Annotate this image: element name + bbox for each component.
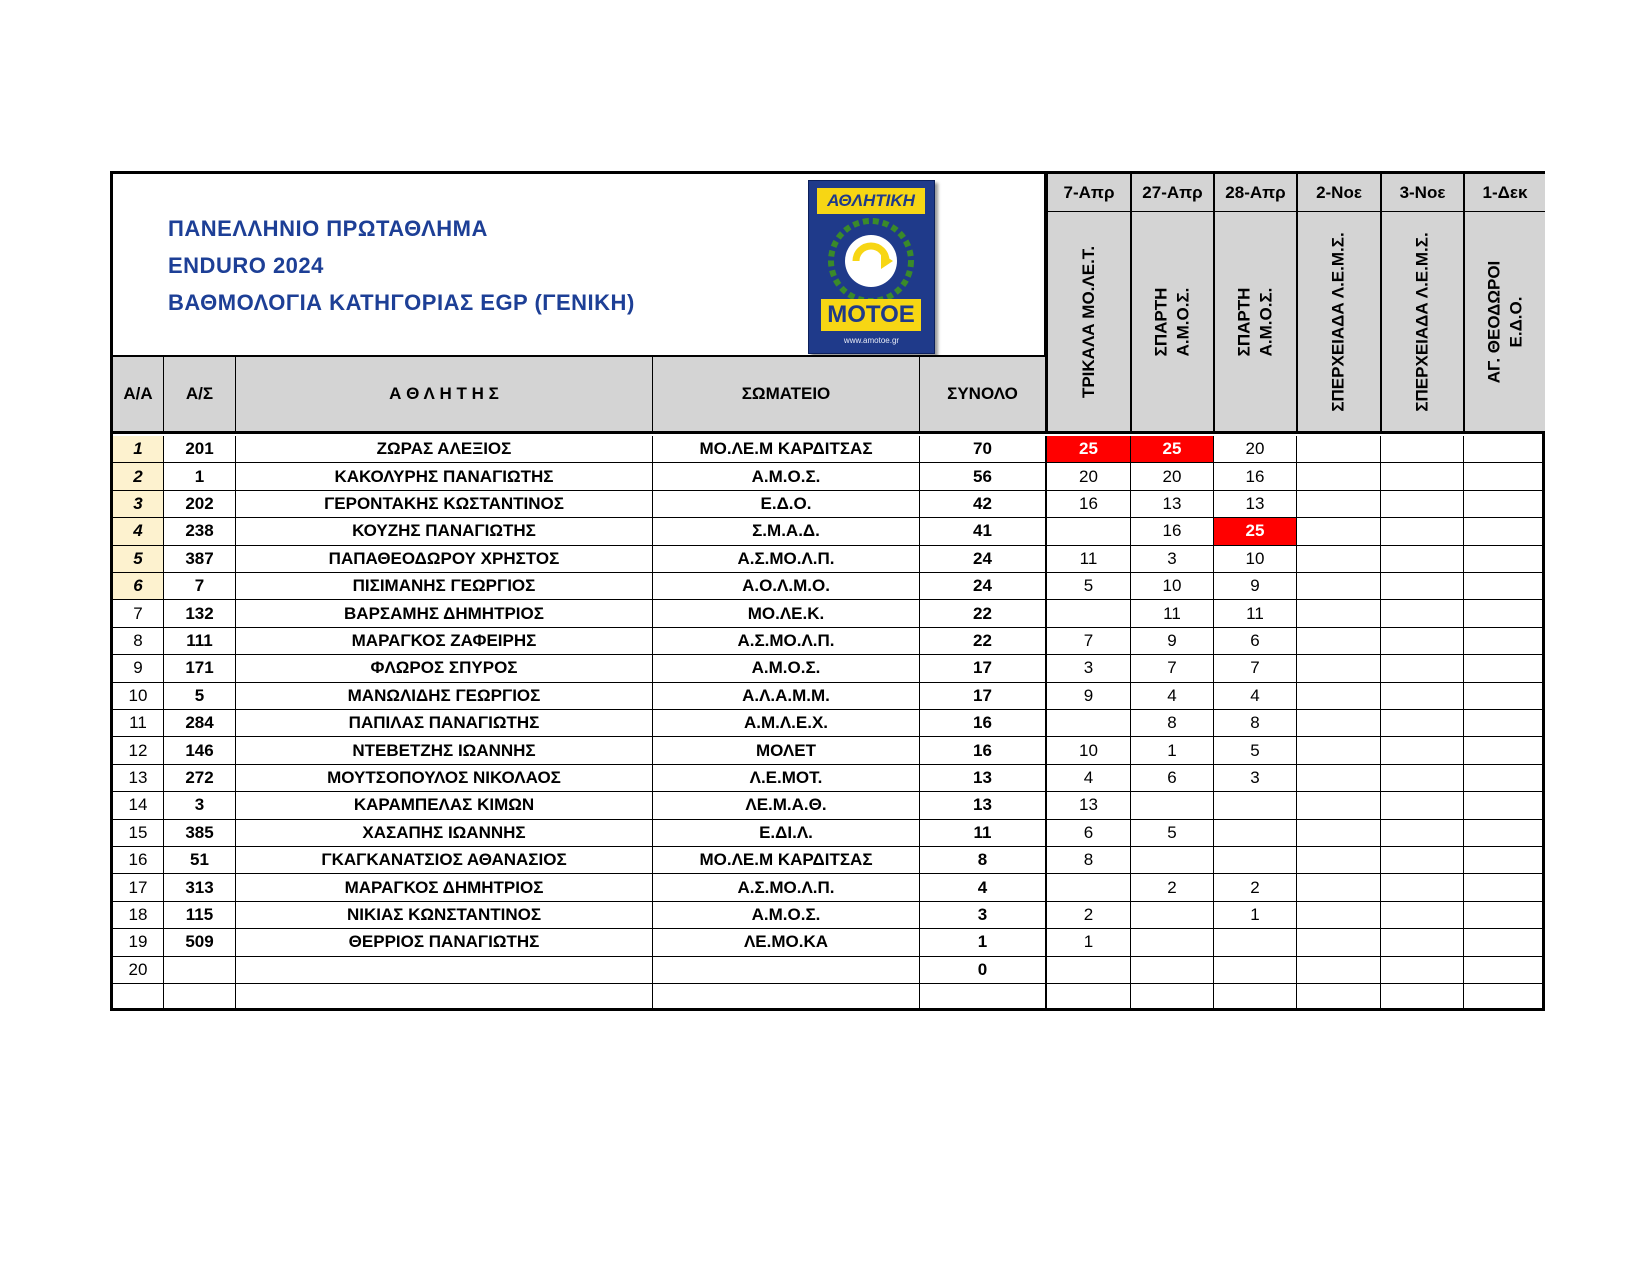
- row-2-round-3: 16: [1213, 463, 1296, 490]
- row-7-aa: 7: [113, 600, 164, 627]
- row-11-round-4: [1296, 710, 1380, 737]
- row-2-aa: 2: [113, 463, 164, 490]
- row-9-athlete: ΦΛΩΡΟΣ ΣΠΥΡΟΣ: [236, 655, 653, 682]
- row-4-as: 238: [164, 518, 236, 545]
- row-1-as: 201: [164, 436, 236, 463]
- row-16-club: ΜΟ.ΛΕ.Μ ΚΑΡΔΙΤΣΑΣ: [653, 847, 920, 874]
- row-3-round-6: [1463, 491, 1545, 518]
- row-4-round-5: [1380, 518, 1463, 545]
- row-21-round-4: [1296, 984, 1380, 1011]
- row-12-round-2: 1: [1130, 737, 1213, 764]
- row-1-round-5: [1380, 436, 1463, 463]
- row-1-round-3: 20: [1213, 436, 1296, 463]
- round-venue-cell-4: [1296, 212, 1380, 434]
- row-18-total: 3: [920, 902, 1046, 929]
- round-venue-6: ΑΓ. ΘΕΟΔΩΡΟΙ Ε.Δ.Ο.: [1484, 260, 1526, 383]
- row-13-as: 272: [164, 765, 236, 792]
- round-venue-4: ΣΠΕΡΧΕΙΑΔΑ Λ.Ε.Μ.Σ.: [1329, 231, 1349, 412]
- row-6-round-5: [1380, 573, 1463, 600]
- row-3-athlete: ΓΕΡΟΝΤΑΚΗΣ ΚΩΣΤΑΝΤΙΝΟΣ: [236, 491, 653, 518]
- row-12-round-1: 10: [1046, 737, 1130, 764]
- row-10-round-3: 4: [1213, 683, 1296, 710]
- row-1-club: ΜΟ.ΛΕ.Μ ΚΑΡΔΙΤΣΑΣ: [653, 436, 920, 463]
- row-2-round-6: [1463, 463, 1545, 490]
- row-14-round-6: [1463, 792, 1545, 819]
- title-box: [113, 174, 1046, 357]
- row-18-round-2: [1130, 902, 1213, 929]
- row-9-round-4: [1296, 655, 1380, 682]
- title-line-1: ΠΑΝΕΛΛΗΝΙΟ ΠΡΩΤΑΘΛΗΜΑ: [168, 216, 488, 241]
- row-8-total: 22: [920, 628, 1046, 655]
- header-club: ΣΩΜΑΤΕΙΟ: [653, 357, 920, 434]
- row-8-round-3: 6: [1213, 628, 1296, 655]
- row-7-as: 132: [164, 600, 236, 627]
- row-17-total: 4: [920, 874, 1046, 901]
- row-16-aa: 16: [113, 847, 164, 874]
- row-6-club: Α.Ο.Λ.Μ.Ο.: [653, 573, 920, 600]
- row-13-club: Λ.Ε.ΜΟΤ.: [653, 765, 920, 792]
- round-date-2: 27-Απρ: [1130, 174, 1213, 212]
- row-14-aa: 14: [113, 792, 164, 819]
- row-2-round-4: [1296, 463, 1380, 490]
- row-6-round-3: 9: [1213, 573, 1296, 600]
- row-4-total: 41: [920, 518, 1046, 545]
- row-6-round-1: 5: [1046, 573, 1130, 600]
- header-as: Α/Σ: [164, 357, 236, 434]
- row-20-round-4: [1296, 957, 1380, 984]
- row-16-athlete: ΓΚΑΓΚΑΝΑΤΣΙΟΣ ΑΘΑΝΑΣΙΟΣ: [236, 847, 653, 874]
- row-17-round-2: 2: [1130, 874, 1213, 901]
- row-11-club: Α.Μ.Λ.Ε.Χ.: [653, 710, 920, 737]
- row-19-round-3: [1213, 929, 1296, 956]
- row-16-round-4: [1296, 847, 1380, 874]
- row-16-total: 8: [920, 847, 1046, 874]
- row-11-round-2: 8: [1130, 710, 1213, 737]
- row-2-round-5: [1380, 463, 1463, 490]
- row-3-round-4: [1296, 491, 1380, 518]
- row-19-round-4: [1296, 929, 1380, 956]
- row-8-round-4: [1296, 628, 1380, 655]
- row-21-as: [164, 984, 236, 1011]
- row-15-round-3: [1213, 820, 1296, 847]
- row-16-as: 51: [164, 847, 236, 874]
- row-21-aa: [113, 984, 164, 1011]
- row-21-round-5: [1380, 984, 1463, 1011]
- row-9-as: 171: [164, 655, 236, 682]
- row-1-athlete: ΖΩΡΑΣ ΑΛΕΞΙΟΣ: [236, 436, 653, 463]
- row-18-round-6: [1463, 902, 1545, 929]
- row-16-round-3: [1213, 847, 1296, 874]
- row-1-round-4: [1296, 436, 1380, 463]
- row-17-round-6: [1463, 874, 1545, 901]
- row-19-as: 509: [164, 929, 236, 956]
- row-7-round-5: [1380, 600, 1463, 627]
- round-date-5: 3-Νοε: [1380, 174, 1463, 212]
- row-14-as: 3: [164, 792, 236, 819]
- row-18-round-1: 2: [1046, 902, 1130, 929]
- row-16-round-5: [1380, 847, 1463, 874]
- row-3-round-1: 16: [1046, 491, 1130, 518]
- row-19-total: 1: [920, 929, 1046, 956]
- row-1-round-2: 25: [1130, 436, 1213, 463]
- row-4-club: Σ.Μ.Α.Δ.: [653, 518, 920, 545]
- row-6-aa: 6: [113, 573, 164, 600]
- row-15-athlete: ΧΑΣΑΠΗΣ ΙΩΑΝΝΗΣ: [236, 820, 653, 847]
- row-9-round-2: 7: [1130, 655, 1213, 682]
- row-20-athlete: [236, 957, 653, 984]
- row-7-club: ΜΟ.ΛΕ.Κ.: [653, 600, 920, 627]
- row-21-round-3: [1213, 984, 1296, 1011]
- row-8-round-6: [1463, 628, 1545, 655]
- round-venue-cell-5: [1380, 212, 1463, 434]
- row-21-round-2: [1130, 984, 1213, 1011]
- row-7-athlete: ΒΑΡΣΑΜΗΣ ΔΗΜΗΤΡΙΟΣ: [236, 600, 653, 627]
- row-18-round-4: [1296, 902, 1380, 929]
- row-7-round-1: [1046, 600, 1130, 627]
- row-5-round-5: [1380, 546, 1463, 573]
- row-20-total: 0: [920, 957, 1046, 984]
- row-10-round-1: 9: [1046, 683, 1130, 710]
- row-6-round-6: [1463, 573, 1545, 600]
- row-9-club: Α.Μ.Ο.Σ.: [653, 655, 920, 682]
- row-15-club: Ε.ΔΙ.Λ.: [653, 820, 920, 847]
- row-14-athlete: ΚΑΡΑΜΠΕΛΑΣ ΚΙΜΩΝ: [236, 792, 653, 819]
- row-11-round-5: [1380, 710, 1463, 737]
- row-5-round-6: [1463, 546, 1545, 573]
- row-20-round-2: [1130, 957, 1213, 984]
- row-5-as: 387: [164, 546, 236, 573]
- row-4-round-3: 25: [1213, 518, 1296, 545]
- row-5-club: Α.Σ.ΜΟ.Λ.Π.: [653, 546, 920, 573]
- row-19-round-6: [1463, 929, 1545, 956]
- row-14-round-4: [1296, 792, 1380, 819]
- row-13-aa: 13: [113, 765, 164, 792]
- row-12-round-3: 5: [1213, 737, 1296, 764]
- row-18-round-5: [1380, 902, 1463, 929]
- row-5-round-2: 3: [1130, 546, 1213, 573]
- row-2-club: Α.Μ.Ο.Σ.: [653, 463, 920, 490]
- row-7-round-6: [1463, 600, 1545, 627]
- row-12-round-5: [1380, 737, 1463, 764]
- logo-site-text: www.amotoe.gr: [843, 336, 900, 345]
- row-13-round-1: 4: [1046, 765, 1130, 792]
- row-13-total: 13: [920, 765, 1046, 792]
- row-19-round-2: [1130, 929, 1213, 956]
- row-21-club: [653, 984, 920, 1011]
- row-19-club: ΛΕ.ΜΟ.ΚΑ: [653, 929, 920, 956]
- row-4-round-2: 16: [1130, 518, 1213, 545]
- row-9-round-5: [1380, 655, 1463, 682]
- row-11-round-1: [1046, 710, 1130, 737]
- round-date-4: 2-Νοε: [1296, 174, 1380, 212]
- row-11-as: 284: [164, 710, 236, 737]
- row-5-round-1: 11: [1046, 546, 1130, 573]
- row-8-round-5: [1380, 628, 1463, 655]
- row-7-round-4: [1296, 600, 1380, 627]
- row-21-athlete: [236, 984, 653, 1011]
- row-15-round-4: [1296, 820, 1380, 847]
- round-venue-2: ΣΠΑΡΤΗ Α.Μ.Ο.Σ.: [1151, 287, 1193, 356]
- row-12-round-4: [1296, 737, 1380, 764]
- row-16-round-1: 8: [1046, 847, 1130, 874]
- row-10-round-5: [1380, 683, 1463, 710]
- row-15-round-6: [1463, 820, 1545, 847]
- row-12-round-6: [1463, 737, 1545, 764]
- row-11-aa: 11: [113, 710, 164, 737]
- row-3-aa: 3: [113, 491, 164, 518]
- row-7-round-2: 11: [1130, 600, 1213, 627]
- row-16-round-2: [1130, 847, 1213, 874]
- row-16-round-6: [1463, 847, 1545, 874]
- row-20-round-5: [1380, 957, 1463, 984]
- round-date-3: 28-Απρ: [1213, 174, 1296, 212]
- round-date-6: 1-Δεκ: [1463, 174, 1545, 212]
- row-11-round-6: [1463, 710, 1545, 737]
- row-6-as: 7: [164, 573, 236, 600]
- row-10-club: Α.Λ.Α.Μ.Μ.: [653, 683, 920, 710]
- row-19-aa: 19: [113, 929, 164, 956]
- row-1-aa: 1: [113, 436, 164, 463]
- row-3-round-5: [1380, 491, 1463, 518]
- row-15-round-5: [1380, 820, 1463, 847]
- row-10-round-6: [1463, 683, 1545, 710]
- row-11-round-3: 8: [1213, 710, 1296, 737]
- row-19-round-5: [1380, 929, 1463, 956]
- row-4-round-6: [1463, 518, 1545, 545]
- row-3-round-2: 13: [1130, 491, 1213, 518]
- row-3-round-3: 13: [1213, 491, 1296, 518]
- logo-top-text: ΑΘΛΗΤΙΚΗ: [817, 188, 925, 214]
- row-10-athlete: ΜΑΝΩΛΙΔΗΣ ΓΕΩΡΓΙΟΣ: [236, 683, 653, 710]
- row-14-round-3: [1213, 792, 1296, 819]
- row-17-round-1: [1046, 874, 1130, 901]
- row-8-round-2: 9: [1130, 628, 1213, 655]
- row-19-athlete: ΘΕΡΡΙΟΣ ΠΑΝΑΓΙΩΤΗΣ: [236, 929, 653, 956]
- row-15-round-1: 6: [1046, 820, 1130, 847]
- row-9-total: 17: [920, 655, 1046, 682]
- header-aa: Α/Α: [113, 357, 164, 434]
- row-3-club: Ε.Δ.Ο.: [653, 491, 920, 518]
- row-2-round-1: 20: [1046, 463, 1130, 490]
- round-venue-cell-2: [1130, 212, 1213, 434]
- row-21-total: [920, 984, 1046, 1011]
- row-18-aa: 18: [113, 902, 164, 929]
- standings-sheet: [110, 171, 1545, 1011]
- row-20-round-3: [1213, 957, 1296, 984]
- row-6-total: 24: [920, 573, 1046, 600]
- row-17-round-5: [1380, 874, 1463, 901]
- row-9-round-1: 3: [1046, 655, 1130, 682]
- round-venue-cell-6: [1463, 212, 1545, 434]
- row-14-round-2: [1130, 792, 1213, 819]
- row-15-aa: 15: [113, 820, 164, 847]
- row-10-round-2: 4: [1130, 683, 1213, 710]
- row-20-club: [653, 957, 920, 984]
- row-5-round-3: 10: [1213, 546, 1296, 573]
- row-9-aa: 9: [113, 655, 164, 682]
- row-15-round-2: 5: [1130, 820, 1213, 847]
- row-13-round-5: [1380, 765, 1463, 792]
- row-20-round-6: [1463, 957, 1545, 984]
- round-date-1: 7-Απρ: [1046, 174, 1130, 212]
- row-21-round-6: [1463, 984, 1545, 1011]
- row-12-as: 146: [164, 737, 236, 764]
- row-17-aa: 17: [113, 874, 164, 901]
- row-8-athlete: ΜΑΡΑΓΚΟΣ ΖΑΦΕΙΡΗΣ: [236, 628, 653, 655]
- row-12-athlete: ΝΤΕΒΕΤΖΗΣ ΙΩΑΝΝΗΣ: [236, 737, 653, 764]
- row-2-round-2: 20: [1130, 463, 1213, 490]
- row-9-round-3: 7: [1213, 655, 1296, 682]
- row-6-round-4: [1296, 573, 1380, 600]
- row-3-total: 42: [920, 491, 1046, 518]
- row-1-round-6: [1463, 436, 1545, 463]
- row-15-total: 11: [920, 820, 1046, 847]
- row-8-aa: 8: [113, 628, 164, 655]
- row-6-round-2: 10: [1130, 573, 1213, 600]
- row-18-as: 115: [164, 902, 236, 929]
- title-line-2: ENDURO 2024: [168, 253, 324, 278]
- row-7-round-3: 11: [1213, 600, 1296, 627]
- row-4-round-4: [1296, 518, 1380, 545]
- title-line-3: ΒΑΘΜΟΛΟΓΙΑ ΚΑΤΗΓΟΡΙΑΣ EGP (ΓΕΝΙΚΗ): [168, 290, 635, 315]
- row-8-club: Α.Σ.ΜΟ.Λ.Π.: [653, 628, 920, 655]
- row-18-club: Α.Μ.Ο.Σ.: [653, 902, 920, 929]
- row-17-club: Α.Σ.ΜΟ.Λ.Π.: [653, 874, 920, 901]
- round-venue-3: ΣΠΑΡΤΗ Α.Μ.Ο.Σ.: [1234, 287, 1276, 356]
- row-4-aa: 4: [113, 518, 164, 545]
- round-venue-1: ΤΡΙΚΑΛΑ ΜΟ.ΛΕ.Τ.: [1079, 245, 1098, 398]
- row-14-round-5: [1380, 792, 1463, 819]
- row-13-round-6: [1463, 765, 1545, 792]
- round-venue-5: ΣΠΕΡΧΕΙΑΔΑ Λ.Ε.Μ.Σ.: [1412, 231, 1432, 412]
- row-7-total: 22: [920, 600, 1046, 627]
- row-20-as: [164, 957, 236, 984]
- row-1-round-1: 25: [1046, 436, 1130, 463]
- row-1-total: 70: [920, 436, 1046, 463]
- row-14-round-1: 13: [1046, 792, 1130, 819]
- row-10-as: 5: [164, 683, 236, 710]
- header-athlete: Α Θ Λ Η Τ Η Σ: [236, 357, 653, 434]
- row-13-round-3: 3: [1213, 765, 1296, 792]
- row-12-aa: 12: [113, 737, 164, 764]
- row-4-athlete: ΚΟΥΖΗΣ ΠΑΝΑΓΙΩΤΗΣ: [236, 518, 653, 545]
- row-9-round-6: [1463, 655, 1545, 682]
- row-10-aa: 10: [113, 683, 164, 710]
- logo-mark-text: ΜΟΤΟΕ: [821, 299, 921, 331]
- header-total: ΣΥΝΟΛΟ: [920, 357, 1046, 434]
- row-8-as: 111: [164, 628, 236, 655]
- row-14-club: ΛΕ.Μ.Α.Θ.: [653, 792, 920, 819]
- row-12-club: ΜΟΛΕΤ: [653, 737, 920, 764]
- row-8-round-1: 7: [1046, 628, 1130, 655]
- row-20-aa: 20: [113, 957, 164, 984]
- row-17-round-3: 2: [1213, 874, 1296, 901]
- row-12-total: 16: [920, 737, 1046, 764]
- row-19-round-1: 1: [1046, 929, 1130, 956]
- row-11-total: 16: [920, 710, 1046, 737]
- row-6-athlete: ΠΙΣΙΜΑΝΗΣ ΓΕΩΡΓΙΟΣ: [236, 573, 653, 600]
- row-3-as: 202: [164, 491, 236, 518]
- row-21-round-1: [1046, 984, 1130, 1011]
- row-14-total: 13: [920, 792, 1046, 819]
- row-10-total: 17: [920, 683, 1046, 710]
- row-15-as: 385: [164, 820, 236, 847]
- row-20-round-1: [1046, 957, 1130, 984]
- round-venue-cell-3: [1213, 212, 1296, 434]
- row-13-round-2: 6: [1130, 765, 1213, 792]
- row-18-athlete: ΝΙΚΙΑΣ ΚΩΝΣΤΑΝΤΙΝΟΣ: [236, 902, 653, 929]
- row-18-round-3: 1: [1213, 902, 1296, 929]
- row-13-athlete: ΜΟΥΤΣΟΠΟΥΛΟΣ ΝΙΚΟΛΑΟΣ: [236, 765, 653, 792]
- row-2-as: 1: [164, 463, 236, 490]
- round-venue-cell-1: [1046, 212, 1130, 434]
- row-2-athlete: ΚΑΚΟΛΥΡΗΣ ΠΑΝΑΓΙΩΤΗΣ: [236, 463, 653, 490]
- row-10-round-4: [1296, 683, 1380, 710]
- row-17-round-4: [1296, 874, 1380, 901]
- row-5-total: 24: [920, 546, 1046, 573]
- row-5-athlete: ΠΑΠΑΘΕΟΔΩΡΟΥ ΧΡΗΣΤΟΣ: [236, 546, 653, 573]
- row-2-total: 56: [920, 463, 1046, 490]
- row-4-round-1: [1046, 518, 1130, 545]
- row-17-as: 313: [164, 874, 236, 901]
- row-5-aa: 5: [113, 546, 164, 573]
- row-11-athlete: ΠΑΠΙΛΑΣ ΠΑΝΑΓΙΩΤΗΣ: [236, 710, 653, 737]
- row-17-athlete: ΜΑΡΑΓΚΟΣ ΔΗΜΗΤΡΙΟΣ: [236, 874, 653, 901]
- row-5-round-4: [1296, 546, 1380, 573]
- row-13-round-4: [1296, 765, 1380, 792]
